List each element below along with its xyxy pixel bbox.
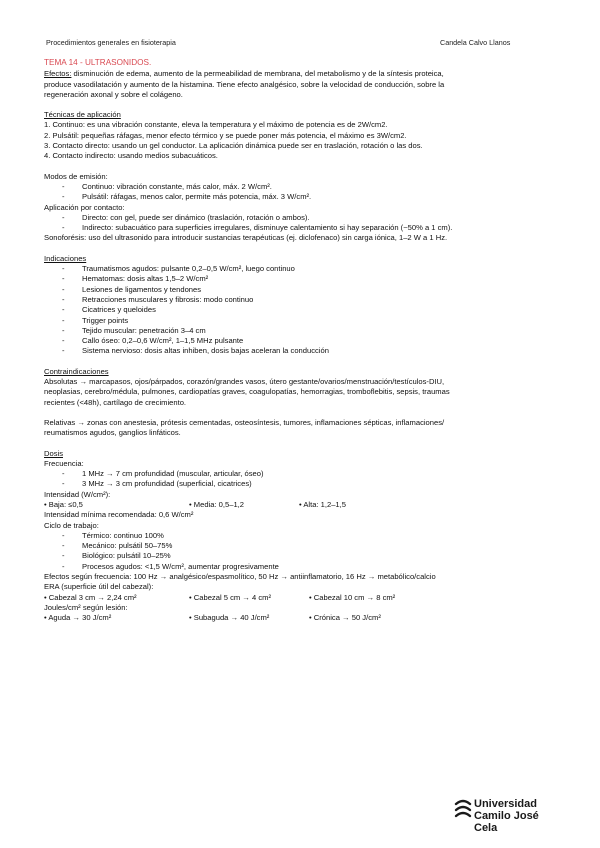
list-item: - Callo óseo: 0,2–0,6 W/cm², 1–1,5 MHz pulsante [44, 336, 556, 346]
sonoforesis-line: Sonoforésis: uso del ultrasonido para introducir sustancias terapéuticas (ej. diclofenaco) sin carga iónica, 1–2 W a 1 Hz. [44, 233, 448, 243]
university-line1: Universidad [474, 798, 537, 810]
list-item: - 1 MHz → 7 cm profundidad (muscular, articular, óseo) [44, 469, 556, 479]
header-course: Procedimientos generales en fisioterapia [46, 38, 176, 47]
list-item: - Lesiones de ligamentos y tendones [44, 285, 556, 295]
university-logo [454, 798, 564, 834]
list-item: - Traumatismos agudos: pulsante 0,2–0,5 W/cm², luego continuo [44, 264, 556, 274]
list-item: - Biológico: pulsátil 10–25% [44, 551, 556, 561]
page-title: TEMA 14 - ULTRASONIDOS. [44, 58, 152, 67]
absolutas-line: neoplasias, cerebro/médula, pulmones, cardiopatías graves, coagulopatías, hemorragias, tromboflebitis, sepsis, traumas [44, 387, 450, 397]
tecnicas-item: 3. Contacto directo: usando un gel conductor. La aplicación dinámica puede ser en traslación, rotación o las dos. [44, 141, 423, 151]
relativas-line: Relativas → zonas con anestesia, prótesis cementadas, osteosíntesis, tumores, inflamaciones sépticas, inflamaciones/ [44, 417, 445, 427]
joules-row [44, 613, 556, 623]
university-name [474, 798, 564, 834]
era-cabezal-10: • Cabezal 10 cm → 8 cm² [309, 592, 396, 602]
document-body [44, 58, 556, 624]
list-item: - 3 MHz → 3 cm profundidad (superficial, cicatrices) [44, 479, 556, 489]
university-mark-icon [454, 799, 472, 821]
frecuencia-heading: Frecuencia: [44, 458, 84, 468]
list-item: - Trigger points [44, 316, 556, 326]
era-cabezal-3: • Cabezal 3 cm → 2,24 cm² [44, 592, 137, 602]
efectos-line: produce vasodilatación y aumento de la histamina. Tiene efecto analgésico, sobre la velocidad de conducción, sobre la [44, 79, 445, 89]
efectos-frecuencia: Efectos según frecuencia: 100 Hz → analgésico/espasmolítico, 50 Hz → antiinflamatorio, 16 Hz → metabólico/calcio [44, 572, 436, 582]
contacto-heading: Aplicación por contacto: [44, 202, 125, 212]
relativas-line: reumatismos agudos, ganglios linfáticos. [44, 428, 181, 438]
era-cabezal-5: • Cabezal 5 cm → 4 cm² [189, 592, 271, 602]
efectos-line: disminución de edema, aumento de la permeabilidad de membrana, del metabolismo y de la síntesis proteica, [71, 69, 444, 79]
efectos-label: Efectos: [44, 69, 72, 79]
list-item: - Indirecto: subacuático para superficies irregulares, disminuye calentamiento si hay separación (~50% a 1 cm). [44, 223, 556, 233]
intensidad-alta: • Alta: 1,2–1,5 [299, 499, 346, 509]
modos-heading: Modos de emisión: [44, 171, 108, 181]
intensidad-heading: Intensidad (W/cm²): [44, 489, 111, 499]
absolutas-line: recientes (<48h), cartílago de crecimiento. [44, 397, 187, 407]
era-row [44, 593, 556, 603]
tecnicas-item: 4. Contacto indirecto: usando medios subacuáticos. [44, 151, 218, 161]
joules-subaguda: • Subaguda → 40 J/cm² [189, 613, 270, 623]
header-author: Candela Calvo Llanos [440, 38, 511, 47]
indicaciones-heading: Indicaciones [44, 253, 87, 263]
joules-aguda: • Aguda → 30 J/cm² [44, 613, 112, 623]
list-item: - Continuo: vibración constante, más calor, máx. 2 W/cm². [44, 182, 556, 192]
tecnicas-item: 2. Pulsátil: pequeñas ráfagas, menor efecto térmico y se puede poner más potencia, el máximo es 3W/cm2. [44, 130, 407, 140]
ciclo-heading: Ciclo de trabajo: [44, 520, 99, 530]
era-heading: ERA (superficie útil del cabezal): [44, 582, 154, 592]
list-item: - Pulsátil: ráfagas, menos calor, permite más potencia, máx. 3 W/cm². [44, 192, 556, 202]
intensidad-baja: • Baja: ≤0,5 [44, 499, 83, 509]
list-item: - Térmico: continuo 100% [44, 531, 556, 541]
contraindicaciones-heading: Contraindicaciones [44, 366, 109, 376]
joules-heading: Joules/cm² según lesión: [44, 602, 128, 612]
efectos-paragraph [44, 69, 556, 100]
list-item: - Procesos agudos: <1,5 W/cm², aumentar progresivamente [44, 562, 556, 572]
intensidad-row [44, 500, 556, 510]
tecnicas-heading: Técnicas de aplicación [44, 110, 121, 120]
list-item: - Cicatrices y queloides [44, 305, 556, 315]
list-item: - Hematomas: dosis altas 1,5–2 W/cm² [44, 274, 556, 284]
joules-cronica: • Crónica → 50 J/cm² [309, 613, 381, 623]
list-item: - Directo: con gel, puede ser dinámico (traslación, rotación o ambos). [44, 213, 556, 223]
efectos-line: regeneración axonal y sobre el colágeno. [44, 89, 183, 99]
list-item: - Retracciones musculares y fibrosis: modo continuo [44, 295, 556, 305]
intensidad-media: • Media: 0,5–1,2 [189, 499, 245, 509]
list-item: - Mecánico: pulsátil 50–75% [44, 541, 556, 551]
intensidad-minima: Intensidad mínima recomendada: 0,6 W/cm² [44, 510, 194, 520]
university-line2: Camilo José Cela [474, 810, 539, 834]
absolutas-line: Absolutas → marcapasos, ojos/párpados, corazón/grandes vasos, útero gestante/ovarios/menstruación/testículos-DIU, [44, 377, 445, 387]
tecnicas-item: 1. Continuo: es una vibración constante, eleva la temperatura y el máximo de potencia es de 2W/cm2. [44, 120, 388, 130]
list-item: - Sistema nervioso: dosis altas inhiben, dosis bajas aceleran la conducción [44, 346, 556, 356]
dosis-heading: Dosis [44, 448, 63, 458]
list-item: - Tejido muscular: penetración 3–4 cm [44, 326, 556, 336]
